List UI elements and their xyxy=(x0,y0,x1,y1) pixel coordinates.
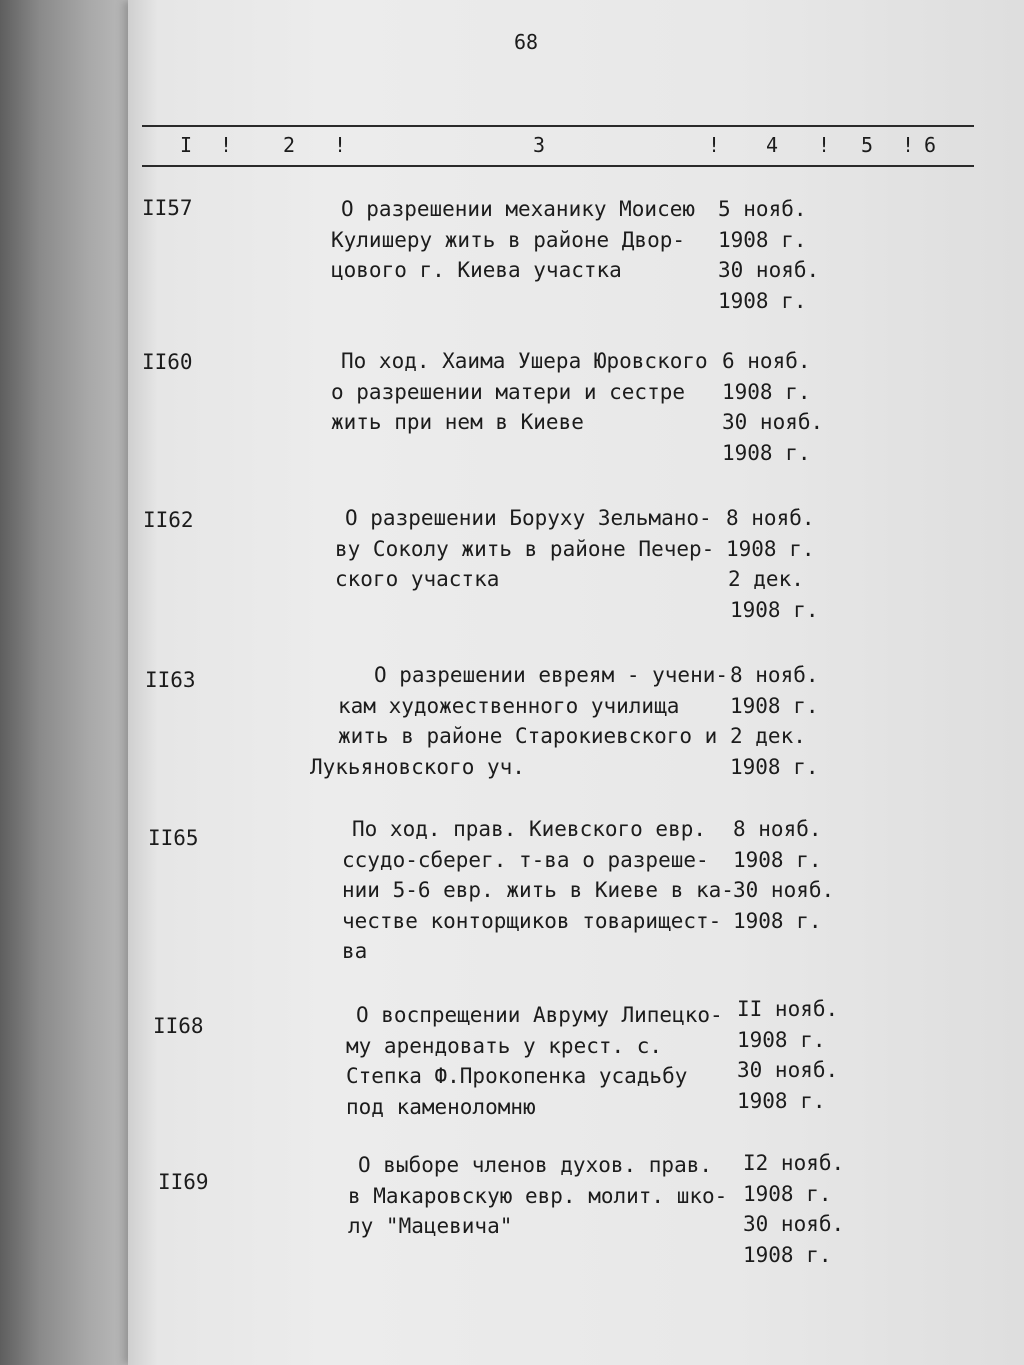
description-line: По ход. прав. Киевского евр. xyxy=(352,817,707,841)
description-line: Кулишеру жить в районе Двор- xyxy=(331,227,686,252)
date-line: 2 дек. xyxy=(730,724,806,748)
description-line: цового г. Киева участка xyxy=(331,258,622,282)
description-line: О разрешении механику Моисею xyxy=(341,197,696,221)
description-line: ссудо-сберег. т-ва о разреше- xyxy=(342,847,709,872)
record-dates xyxy=(733,814,834,936)
description-line: ва xyxy=(342,939,368,963)
description-line: О воспрещении Авруму Липецко- xyxy=(356,1003,723,1027)
description-line: О выборе членов духов. прав. xyxy=(358,1153,713,1177)
date-line: 8 нояб. xyxy=(733,817,822,841)
date-line: 30 нояб. xyxy=(737,1058,839,1082)
date-line: I2 нояб. xyxy=(743,1151,845,1175)
description-line: о разрешении матери и сестре xyxy=(331,379,686,404)
date-line: 2 дек. xyxy=(728,567,804,591)
record-description xyxy=(331,194,731,286)
record-dates xyxy=(718,194,819,316)
date-line: 1908 г. xyxy=(737,1088,826,1113)
description-line: О разрешении Боруху Зельмано- xyxy=(345,506,712,530)
column-separator: ! xyxy=(334,133,347,157)
record-dates xyxy=(722,346,823,468)
record-dates xyxy=(737,994,838,1116)
date-line: 30 нояб. xyxy=(743,1212,845,1236)
column-separator: ! xyxy=(818,133,831,157)
description-line: в Макаровскую евр. молит. шко- xyxy=(348,1183,728,1208)
record-description xyxy=(331,346,731,438)
column-header-6: 6 xyxy=(924,133,937,157)
column-header-3: 3 xyxy=(533,133,546,157)
description-line: ву Соколу жить в районе Печер- xyxy=(335,536,715,561)
date-line: II нояб. xyxy=(737,997,839,1021)
date-line: 1908 г. xyxy=(743,1181,832,1206)
record-dates xyxy=(730,660,819,782)
record-dates xyxy=(743,1148,844,1270)
date-line: 1908 г. xyxy=(733,847,822,872)
description-line: честве конторщиков товарищест- xyxy=(342,908,722,933)
date-line: 1908 г. xyxy=(718,227,807,252)
date-line: 1908 г. xyxy=(726,536,815,561)
date-line: 1908 г. xyxy=(722,379,811,404)
record-description xyxy=(310,660,729,782)
date-line: 1908 г. xyxy=(722,440,811,465)
date-line: 30 нояб. xyxy=(722,410,824,434)
date-line: 1908 г. xyxy=(733,908,822,933)
header-rule-bottom xyxy=(142,165,974,167)
column-header-4: 4 xyxy=(766,133,779,157)
record-description xyxy=(348,1150,748,1242)
column-header-1: I xyxy=(180,133,193,157)
date-line: 8 нояб. xyxy=(730,663,819,687)
date-line: 1908 г. xyxy=(730,754,819,779)
date-line: 1908 г. xyxy=(743,1242,832,1267)
column-separator: ! xyxy=(708,133,721,157)
record-description xyxy=(335,503,735,595)
record-description xyxy=(342,814,742,967)
description-line: О разрешении евреям - учени- xyxy=(374,663,729,687)
record-number: II65 xyxy=(148,826,199,850)
header-rule-top xyxy=(142,125,974,127)
date-line: 1908 г. xyxy=(730,693,819,718)
record-number: II62 xyxy=(143,508,194,532)
column-separator: ! xyxy=(220,133,233,157)
date-line: 6 нояб. xyxy=(722,349,811,373)
description-line: под каменоломню xyxy=(346,1094,536,1119)
description-line: Лукьяновского уч. xyxy=(310,754,525,779)
date-line: 8 нояб. xyxy=(726,506,815,530)
record-number: II68 xyxy=(153,1014,204,1038)
date-line: 1908 г. xyxy=(737,1027,826,1052)
record-dates xyxy=(726,503,819,625)
description-line: нии 5-6 евр. жить в Киеве в ка- xyxy=(342,878,734,902)
date-line: 1908 г. xyxy=(730,597,819,622)
column-header-2: 2 xyxy=(283,133,296,157)
description-line: жить в районе Старокиевского и xyxy=(338,724,718,748)
date-line: 30 нояб. xyxy=(718,258,820,282)
column-header-5: 5 xyxy=(861,133,874,157)
record-number: II63 xyxy=(145,668,196,692)
description-line: ского участка xyxy=(335,567,500,591)
page-number: 68 xyxy=(514,30,539,54)
description-line: Степка Ф.Прокопенка усадьбу xyxy=(346,1064,688,1088)
date-line: 5 нояб. xyxy=(718,197,807,221)
record-number: II69 xyxy=(158,1170,209,1194)
description-line: му арендовать у крест. с. xyxy=(346,1033,663,1058)
record-number: II60 xyxy=(142,350,193,374)
description-line: По ход. Хаима Ушера Юровского xyxy=(341,349,708,373)
record-description xyxy=(346,1000,746,1122)
column-separator: ! xyxy=(902,133,915,157)
description-line: жить при нем в Киеве xyxy=(331,410,584,434)
description-line: кам художественного училища xyxy=(338,693,680,718)
description-line: лу "Мацевича" xyxy=(348,1214,513,1238)
date-line: 30 нояб. xyxy=(733,878,835,902)
record-number: II57 xyxy=(142,196,193,220)
date-line: 1908 г. xyxy=(718,288,807,313)
